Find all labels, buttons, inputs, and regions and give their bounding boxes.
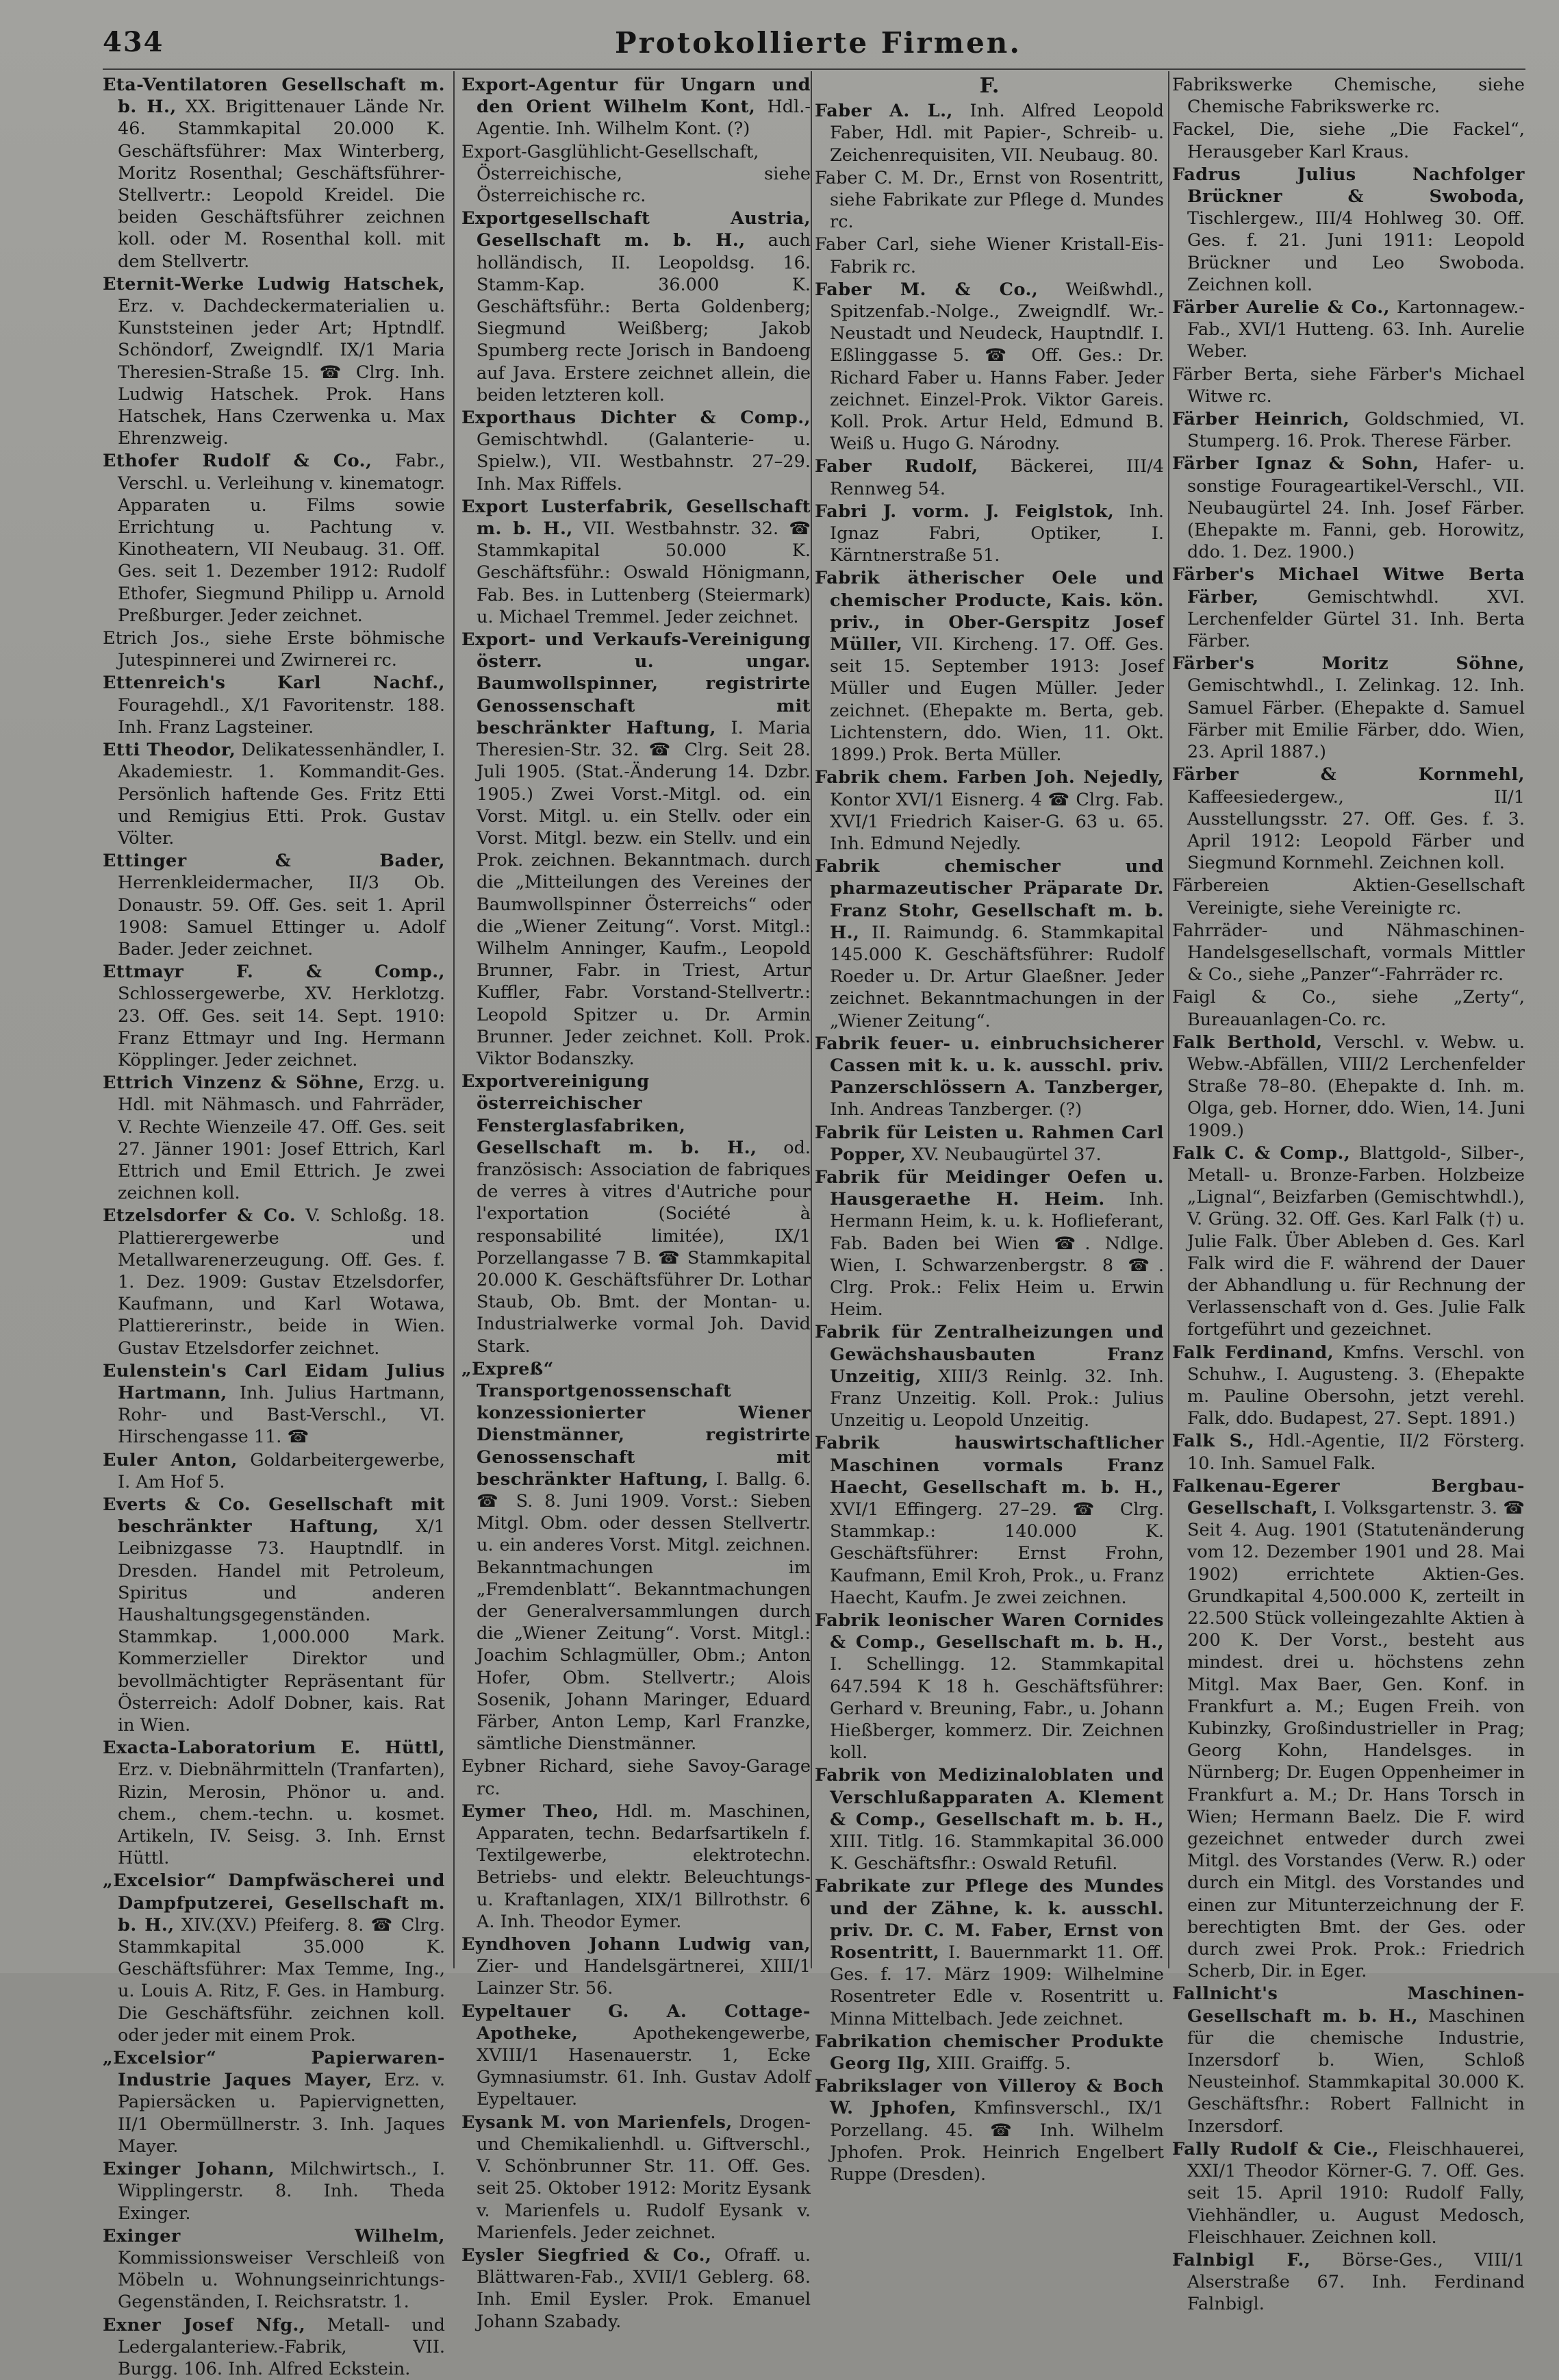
- entry-text: Kartonnagew.-Fab., XVI/1 Hutteng. 63. Inh. Aurelie Weber.: [1187, 297, 1525, 362]
- directory-entry: [815, 1321, 1164, 1431]
- firm-name: Eysank M. von Marienfels,: [461, 2112, 733, 2133]
- entry-text: Hdl. m. Maschinen, Apparaten, techn. Bedarfsartikeln f. Textilgewerbe, elektrotechn. Betriebs- und elektr. Beleuchtungs- u. Kraftanlagen, XIX/1 Billrothstr. 6 A. Inh. Theodor Eymer.: [477, 1801, 811, 1932]
- entry-text: Färber Berta, siehe Färber's Michael Witwe rc.: [1172, 364, 1525, 407]
- directory-entry: [461, 74, 811, 140]
- firm-name: Eternit-Werke Ludwig Hatschek,: [103, 273, 445, 295]
- entry-text: Bäckerei, III/4 Rennweg 54.: [830, 456, 1164, 499]
- directory-entry: [815, 766, 1164, 855]
- firm-name: Eypeltauer G. A. Cottage-Apotheke,: [461, 2001, 811, 2044]
- directory-entry: [1172, 2249, 1525, 2316]
- firm-name: Fabrik chem. Farben Joh. Nejedly,: [815, 767, 1164, 788]
- directory-entry: [1172, 764, 1525, 874]
- directory-entry: [461, 2001, 811, 2111]
- directory-entry: [1172, 1430, 1525, 1474]
- firm-name: Fabri J. vorm. J. Feiglstok,: [815, 501, 1115, 522]
- directory-entry: [815, 2031, 1164, 2075]
- firm-name: Export-Agentur für Ungarn und den Orient Wilhelm Kont,: [461, 75, 811, 118]
- firm-name: Färber Aurelie & Co.,: [1172, 297, 1391, 318]
- entry-text: Zier- und Handelsgärtnerei, XIII/1 Lainzer Str. 56.: [477, 1956, 811, 1999]
- directory-entry: [103, 1494, 445, 1736]
- entry-text: Faber Carl, siehe Wiener Kristall-Eis-Fabrik rc.: [815, 234, 1164, 277]
- entry-text: Goldschmied, VI. Stumperg. 16. Prok. Therese Färber.: [1187, 409, 1525, 452]
- entry-text: Delikatessenhändler, I. Akademiestr. 1. Kommandit-Ges. Persönlich haftende Ges. Fritz Etti und Remigius Etti. Prok. Gustav Völter.: [118, 740, 445, 849]
- entry-text: VII. Kircheng. 17. Off. Ges. seit 15. September 1913: Josef Müller und Eugen Müller. Jeder zeichnet. (Ehepakte m. Berta, geb. Lichtenstern, ddo. Wien, 11. Okt. 1899.) Prok. Berta Müller.: [830, 634, 1164, 766]
- entry-text: Kmfinsverschl., IX/1 Porzellang. 45. ☎ Inh. Wilhelm Jphofen. Prok. Heinrich Engelbert Ruppe (Dresden).: [830, 2098, 1164, 2185]
- firm-name: Fabrik von Medizinaloblaten und Verschlußapparaten A. Klement & Comp., Gesellschaft m. b. H.,: [815, 1765, 1164, 1830]
- page-header: [103, 26, 1534, 67]
- entry-text: auch holländisch, II. Leopoldsg. 16. Stamm-Kap. 36.000 K. Geschäftsführ.: Berta Goldenberg; Siegmund Weißberg; Jakob Spumberg recte Jorisch in Bandoeng auf Java. Erstere zeichnet allein, die beiden letzteren koll.: [477, 230, 811, 405]
- entry-text: Erzg. u. Hdl. mit Nähmasch. und Fahrräder, V. Rechte Wienzeile 47. Off. Ges. seit 27. Jänner 1901: Josef Ettrich, Karl Ettrich und Emil Ettrich. Je zwei zeichnen koll.: [118, 1073, 445, 1204]
- firm-name: Ettrich Vinzenz & Söhne,: [103, 1073, 365, 1094]
- directory-entry: [815, 567, 1164, 766]
- directory-entry: [1172, 2138, 1525, 2249]
- entry-text: II. Raimundg. 6. Stammkapital 145.000 K. Geschäftsführer: Rudolf Roeder u. Dr. Artur Glaeßner. Jeder zeichnet. Bekanntmachungen in der „Wiener Zeitung“.: [830, 922, 1164, 1031]
- firm-name: Fallnicht's Maschinen-Gesellschaft m. b. H.,: [1172, 1983, 1525, 2027]
- firm-name: Faber M. & Co.,: [815, 279, 1039, 300]
- firm-name: Everts & Co. Gesellschaft mit beschränkter Haftung,: [103, 1494, 445, 1538]
- directory-entry: [1172, 1031, 1525, 1142]
- directory-entry: [1172, 653, 1525, 763]
- entry-text: X/1 Leibnizgasse 73. Hauptndlf. in Dresden. Handel mit Petroleum, Spiritus und anderen Haushaltungsgegenständen. Stammkap. 1,000.000 Mark. Kommerzieller Direktor und bevollmächtigter Repräsentant für Österreich: Adolf Dobner, kais. Rat in Wien.: [118, 1516, 446, 1736]
- directory-entry: [461, 629, 811, 1070]
- directory-entry: [1172, 1475, 1525, 1983]
- entry-text: Hafer- u. sonstige Fourageartikel-Verschl., VII. Neubaugürtel 24. Inh. Josef Färber. (Ehepakte m. Fanni, geb. Horowitz, ddo. 1. Dez. 1900.): [1187, 453, 1525, 563]
- directory-entry: [103, 74, 445, 273]
- entry-text: I. Ballg. 6. ☎ S. 8. Juni 1909. Vorst.: Sieben Mitgl. Obm. oder dessen Stellvertr. u. ein anderes Vorst. Mitgl. zeichnen. Bekanntmachungen im „Fremdenblatt“. Bekanntmachungen der Generalversammlungen durch die „Wiener Zeitung“. Vorst. Mitgl.: Joachim Schlagmüller, Obm.; Anton Hofer, Obm. Stellvertr.; Alois Sosenik, Johann Maringer, Eduard Färber, Anton Lemp, Karl Franzke, sämtliche Dienstmänner.: [477, 1468, 811, 1755]
- directory-entry: [815, 1875, 1164, 2029]
- directory-entry: [815, 1166, 1164, 1320]
- directory-entry: [815, 501, 1164, 567]
- entry-text: Erz. v. Diebnährmitteln (Tranfarten), Rizin, Merosin, Phönor u. and. chem., chem.-techn. u. kosmet. Artikeln, IV. Seisg. 3. Inh. Ernst Hüttl.: [118, 1759, 445, 1869]
- entry-text: Gemischtwhdl., I. Zelinkag. 12. Inh. Samuel Färber. (Ehepakte d. Samuel Färber mit Emilie Färber, ddo. Wien, 23. April 1887.): [1187, 675, 1525, 763]
- directory-entry: [103, 2047, 445, 2157]
- entry-text: XX. Brigittenauer Lände Nr. 46. Stammkapital 20.000 K. Geschäftsführer: Max Winterberg, Moritz Rosenthal; Geschäftsführer-Stellvertr.: Leopold Kreidel. Die beiden Geschäftsführer zeichnen koll. oder M. Rosenthal koll. mit dem Stellvertr.: [118, 97, 446, 272]
- entry-text: Fabrikswerke Chemische, siehe Chemische Fabrikswerke rc.: [1172, 75, 1525, 118]
- column-rule: [811, 71, 812, 1968]
- entry-text: Faigl & Co., siehe „Zerty“, Bureauanlagen-Co. rc.: [1172, 987, 1525, 1030]
- firm-name: Export- und Verkaufs-Vereinigung österr. u. ungar. Baumwollspinner, registrirte Genossenschaft mit beschränkter Haftung,: [461, 629, 811, 738]
- firm-name: Fabrik für Zentralheizungen und Gewächshausbauten Franz Unzeitig,: [815, 1322, 1164, 1387]
- firm-name: Ettenreich's Karl Nachf.,: [103, 673, 445, 694]
- entry-text: Drogen- und Chemikalienhdl. u. Giftverschl., V. Schönbrunner Str. 11. Off. Ges. seit 25. Oktober 1912: Moritz Eysank v. Marienfels u. Rudolf Eysank v. Marienfels. Jeder zeichnet.: [477, 2112, 811, 2243]
- directory-entry: [103, 1870, 445, 2046]
- entry-text: Hdl.-Agentie. Inh. Wilhelm Kont. (?): [477, 97, 811, 140]
- directory-entry: [1172, 364, 1525, 408]
- firm-name: Exporthaus Dichter & Comp.,: [461, 408, 811, 429]
- directory-entry: [1172, 1342, 1525, 1430]
- directory-entry: [103, 1072, 445, 1204]
- entry-text: V. Schloßg. 18. Plattierergewerbe und Metallwarenerzeugung. Off. Ges. f. 1. Dez. 1909: Gustav Etzelsdorfer, Kaufmann, und Karl Wotawa, Plattiererinstr., beide in Wien. Gustav Etzelsdorfer zeichnet.: [118, 1205, 445, 1359]
- entry-text: Eybner Richard, siehe Savoy-Garage rc.: [461, 1756, 811, 1799]
- directory-entry: [103, 1449, 445, 1493]
- firm-name: Falk C. & Comp.,: [1172, 1142, 1351, 1164]
- directory-entry: [815, 1609, 1164, 1764]
- entry-text: Fackel, Die, siehe „Die Fackel“, Herausgeber Karl Kraus.: [1172, 119, 1525, 162]
- entry-text: Etrich Jos., siehe Erste böhmische Jutespinnerei und Zwirnerei rc.: [103, 628, 445, 671]
- entry-text: Kaffeesiedergew., II/1 Ausstellungsstr. 27. Off. Ges. f. 3. April 1912: Leopold Färber und Siegmund Kornmehl. Zeichnen koll.: [1187, 786, 1525, 874]
- entry-text: XIII/3 Reinlg. 32. Inh. Franz Unzeitig. Koll. Prok.: Julius Unzeitig u. Leopold Unzeitig.: [830, 1366, 1164, 1431]
- entry-text: XV. Neubaugürtel 37.: [911, 1144, 1102, 1165]
- entry-text: Metall- und Ledergalanteriew.-Fabrik, VII. Burgg. 106. Inh. Alfred Eckstein.: [118, 2314, 445, 2379]
- firm-name: Fabrik chemischer und pharmazeutischer Präparate Dr. Franz Stohr, Gesellschaft m. b. H.,: [815, 856, 1164, 943]
- entry-text: XIII. Graiffg. 5.: [937, 2053, 1072, 2075]
- firm-name: Ettinger & Bader,: [103, 851, 445, 872]
- entry-text: Inh. Andreas Tanzberger. (?): [830, 1099, 1082, 1120]
- entry-text: Inh. Julius Hartmann, Rohr- und Bast-Verschl., VI. Hirschengasse 11. ☎: [118, 1382, 445, 1448]
- firm-name: Falnbigl F.,: [1172, 2249, 1311, 2270]
- entry-text: Apothekengewerbe, XVIII/1 Hasenauerstr. 1, Ecke Gymnasiumstr. 61. Inh. Gustav Adolf Eypeltauer.: [477, 2022, 811, 2110]
- firm-name: Export Lusterfabrik, Gesellschaft m. b. H.,: [461, 496, 811, 540]
- firm-name: Färber Heinrich,: [1172, 409, 1350, 430]
- firm-name: Exacta-Laboratorium E. Hüttl,: [103, 1738, 445, 1759]
- entry-text: I. Bauernmarkt 11. Off. Ges. f. 17. März 1909: Wilhelmine Rosentreter Edle v. Rosentritt u. Minna Mittelbach. Jede zeichnet.: [830, 1942, 1164, 2029]
- directory-entry: [461, 1070, 811, 1357]
- entry-text: Tischlergew., III/4 Hohlweg 30. Off. Ges. f. 21. Juni 1911: Leopold Brückner und Leo Swoboda. Zeichnen koll.: [1187, 208, 1525, 295]
- section-letter: F.: [979, 74, 1000, 98]
- firm-name: Exportgesellschaft Austria, Gesellschaft m. b. H.,: [461, 208, 811, 251]
- entry-text: Export-Gasglühlicht-Gesellschaft, Österreichische, siehe Österreichische rc.: [461, 141, 811, 207]
- directory-entry: [815, 279, 1164, 455]
- firm-name: Falk Berthold,: [1172, 1031, 1323, 1053]
- firm-name: Färber's Moritz Söhne,: [1172, 653, 1525, 675]
- directory-entry: [815, 455, 1164, 499]
- directory-entry: [103, 850, 445, 960]
- entry-text: Inh. Hermann Heim, k. u. k. Hoflieferant, Fab. Baden bei Wien ☎. Ndlge. Wien, I. Schwarzenbergstr. 8 ☎. Clrg. Prok.: Felix Heim u. Erwin Heim.: [830, 1189, 1164, 1320]
- directory-entry: [103, 1205, 445, 1359]
- directory-entry: [461, 496, 811, 628]
- entry-text: Gemischtwhdl. XVI. Lerchenfelder Gürtel 31. Inh. Berta Färber.: [1187, 586, 1525, 652]
- column-4: [1172, 74, 1525, 2315]
- entry-text: XVI/1 Effingerg. 27–29. ☎ Clrg. Stammkap.: 140.000 K. Geschäftsführer: Ernst Frohn, Kaufmann, Emil Kroh, Prok., u. Franz Haecht, Kaufm. Je zwei zeichnen.: [830, 1499, 1164, 1608]
- entry-text: Börse-Ges., VIII/1 Alserstraße 67. Inh. Ferdinand Falnbigl.: [1187, 2249, 1525, 2315]
- entry-text: I. Maria Theresien-Str. 32. ☎ Clrg. Seit 28. Juli 1905. (Stat.-Änderung 14. Dzbr. 1905.) Zwei Vorst.-Mitgl. od. ein Vorst. Mitgl. u. ein Stellv. oder ein Vorst. Mitgl. bezw. ein Stellv. und ein Prok. zeichnen. Bekanntmach. durch die „Mitteilungen des Vereines der Baumwollspinner Österreichs“ oder die „Wiener Zeitung“. Vorst. Mitgl.: Wilhelm Anninger, Kaufm., Leopold Brunner, Fabr. in Triest, Artur Kuffler, Fabr. Vorstand-Stellvertr.: Leopold Spitzer u. Dr. Armin Brunner. Jeder zeichnet. Koll. Prok. Viktor Bodanszky.: [477, 717, 811, 1069]
- directory-entry: [103, 627, 445, 671]
- entry-text: Gemischtwhdl. (Galanterie- u. Spielw.), VII. Westbahnstr. 27–29. Inh. Max Riffels.: [477, 429, 811, 494]
- firm-name: Färber & Kornmehl,: [1172, 764, 1525, 786]
- entry-text: Goldarbeitergewerbe, I. Am Hof 5.: [118, 1449, 446, 1492]
- directory-entry: [103, 2158, 445, 2225]
- entry-text: Verschl. v. Webw. u. Webw.-Abfällen, VIII/2 Lerchenfelder Straße 78–80. (Ehepakte d. Inh. m. Olga, geb. Horner, ddo. Wien, 14. Juni 1909.): [1187, 1031, 1525, 1141]
- firm-name: Faber Rudolf,: [815, 456, 978, 477]
- entry-text: Fouragehdl., X/1 Favoritenstr. 188. Inh. Franz Lagsteiner.: [118, 694, 445, 738]
- entry-text: Kommissionsweiser Verschleiß von Möbeln u. Wohnungseinrichtungs-Gegenständen, I. Reichsratstr. 1.: [118, 2247, 445, 2313]
- entry-text: Erz. v. Dachdeckermaterialien u. Kunststeinen jeder Art; Hptndlf. Schöndorf, Zweigndlf. IX/1 Maria Theresien-Straße 15. ☎ Clrg. Inh. Ludwig Hatschek. Prok. Hans Hatschek, Hans Czerwenka u. Max Ehrenzweig.: [118, 296, 445, 449]
- column-3: [815, 74, 1164, 2185]
- entry-text: Fahrräder- und Nähmaschinen-Handelsgesellschaft, vormals Mittler & Co., siehe „Panzer“-Fahrräder rc.: [1172, 920, 1525, 986]
- directory-entry: [1172, 408, 1525, 452]
- firm-name: Ettmayr F. & Comp.,: [103, 962, 445, 983]
- directory-entry: [1172, 164, 1525, 296]
- column-rule: [453, 71, 455, 1968]
- directory-entry: [461, 2112, 811, 2244]
- directory-entry: [1172, 297, 1525, 363]
- firm-name: Eymer Theo,: [461, 1801, 599, 1822]
- directory-entry: [1172, 920, 1525, 986]
- firm-name: Fabrik ätherischer Oele und chemischer Producte, Kais. kön. priv., in Ober-Gerspitz Josef Müller,: [815, 568, 1164, 655]
- firm-name: Fabrik für Leisten u. Rahmen Carl Popper,: [815, 1122, 1164, 1165]
- firm-name: Etti Theodor,: [103, 740, 236, 761]
- entry-text: Blattgold-, Silber-, Metall- u. Bronze-Farben. Holzbeize „Lignal“, Beizfarben (Gemischtwhdl.), V. Grüng. 32. Off. Ges. Karl Falk (†) u. Julie Falk. Über Ableben d. Ges. Karl Falk wird die F. während der Dauer der Abhandlung u. für Rechnung der Verlassenschaft von d. Ges. Julie Falk fortgeführt und gezeichnet.: [1187, 1142, 1525, 1340]
- firm-name: Eulenstein's Carl Eidam Julius Hartmann,: [103, 1360, 445, 1403]
- directory-entry: [103, 2314, 445, 2380]
- firm-name: Fabrikate zur Pflege des Mundes und der Zähne, k. k. ausschl. priv. Dr. C. M. Faber, Ernst von Rosentritt,: [815, 1876, 1164, 1964]
- firm-name: Etzelsdorfer & Co.: [103, 1205, 296, 1227]
- directory-entry: [815, 2075, 1164, 2185]
- entry-text: XIV.(XV.) Pfeiferg. 8. ☎ Clrg. Stammkapital 35.000 K. Geschäftsführer: Max Temme, Ing., u. Louis A. Ritz, F. Ges. in Hamburg. Die Geschäftsführ. zeichnen koll. oder jeder mit einem Prok.: [118, 1914, 446, 2046]
- firm-name: „Expreß“ Transportgenossenschaft konzessionierter Wiener Dienstmänner, registrirte Genossenschaft mit beschränkter Haftung,: [461, 1358, 811, 1490]
- directory-entry: [103, 450, 445, 627]
- firm-name: Faber A. L.,: [815, 101, 953, 122]
- directory-entry: [815, 1764, 1164, 1875]
- directory-entry: [815, 1033, 1164, 1121]
- directory-entry: [815, 1122, 1164, 1166]
- directory-entry: [1172, 1983, 1525, 2137]
- entry-text: XIII. Titlg. 16. Stammkapital 36.000 K. Geschäftsfhr.: Oswald Retufil.: [830, 1831, 1164, 1875]
- firm-name: Fabrik für Meidinger Oefen u. Hausgeraethe H. Heim.: [815, 1166, 1164, 1210]
- firm-name: Euler Anton,: [103, 1449, 238, 1470]
- page-number: 434: [103, 26, 164, 58]
- directory-entry: [103, 961, 445, 1071]
- entry-text: I. Schellingg. 12. Stammkapital 647.594 K 18 h. Geschäftsführer: Gerhard v. Breuning, Fabr., u. Johann Hießberger, kommerz. Dir. Zeichnen koll.: [830, 1654, 1164, 1764]
- entry-text: Fleischhauerei, XXI/1 Theodor Körner-G. 7. Off. Ges. seit 15. April 1910: Rudolf Fally, Viehhändler, u. August Medosch, Fleischhauer. Zeichnen koll.: [1187, 2138, 1525, 2248]
- entry-text: Milchwirtsch., I. Wipplingerstr. 8. Inh. Theda Exinger.: [118, 2159, 445, 2224]
- entry-text: Maschinen für die chemische Industrie, Inzersdorf b. Wien, Schloß Neusteinhof. Stammkapital 30.000 K. Geschäftsfhr.: Robert Fallnicht in Inzersdorf.: [1187, 2005, 1525, 2137]
- entry-text: Kontor XVI/1 Eisnerg. 4 ☎ Clrg. Fab. XVI/1 Friedrich Kaiser-G. 63 u. 65. Inh. Edmund Nejedly.: [830, 789, 1164, 854]
- directory-entry: [1172, 564, 1525, 652]
- directory-entry: [815, 167, 1164, 234]
- firm-name: Falkenau-Egerer Bergbau-Gesellschaft,: [1172, 1475, 1525, 1518]
- firm-name: Fabrik hauswirtschaftlicher Maschinen vormals Franz Haecht, Gesellschaft m. b. H.,: [815, 1433, 1164, 1498]
- firm-name: „Excelsior“ Dampfwäscherei und Dampfputzerei, Gesellschaft m. b. H.,: [103, 1870, 445, 1936]
- directory-entry: [461, 208, 811, 406]
- directory-entry: [815, 234, 1164, 277]
- directory-entry: [461, 141, 811, 208]
- directory-entry: [103, 1737, 445, 1869]
- directory-entry: [461, 407, 811, 495]
- entry-text: VII. Westbahnstr. 32. ☎ Stammkapital 50.000 K. Geschäftsführ.: Oswald Hönigmann, Fab. Bes. in Luttenberg (Steiermark) u. Michael Tremmel. Jeder zeichnet.: [477, 518, 811, 627]
- directory-entry: [461, 1358, 811, 1755]
- directory-entry: [461, 1933, 811, 2000]
- directory-entry: [815, 855, 1164, 1032]
- firm-name: Falk Ferdinand,: [1172, 1342, 1334, 1363]
- firm-name: Exportvereinigung österreichischer Fensterglasfabriken, Gesellschaft m. b. H.,: [461, 1071, 757, 1158]
- entry-text: Schlossergewerbe, XV. Herklotzg. 23. Off. Ges. seit 14. Sept. 1910: Franz Ettmayr und Ing. Hermann Köpplinger. Jeder zeichnet.: [118, 984, 445, 1070]
- page-title: Protokollierte Firmen.: [615, 26, 1022, 60]
- firm-name: Exinger Wilhelm,: [103, 2225, 445, 2246]
- entry-text: Weißwhdl., Spitzenfab.-Nolge., Zweigndlf. Wr.-Neustadt und Neudeck, Hauptndlf. I. Eßlinggasse 5. ☎ Off. Ges.: Dr. Richard Faber u. Hanns Faber. Jeder zeichnet. Einzel-Prok. Viktor Gareis. Koll. Prok. Artur Held, Edmund B. Weiß u. Hugo G. Národny.: [830, 279, 1164, 455]
- firm-name: Falk S.,: [1172, 1431, 1255, 1452]
- entry-text: Hdl.-Agentie, II/2 Försterg. 10. Inh. Samuel Falk.: [1187, 1431, 1525, 1474]
- column-rule: [1168, 71, 1169, 1968]
- directory-entry: [103, 739, 445, 849]
- entry-text: Kmfns. Verschl. von Schuhw., I. Augusteng. 3. (Ehepakte m. Pauline Obersohn, jetzt verehl. Falk, ddo. Budapest, 27. Sept. 1891.): [1187, 1342, 1525, 1429]
- directory-entry: [103, 273, 445, 450]
- header-rule: [103, 68, 1525, 70]
- directory-entry: [1172, 74, 1525, 118]
- firm-name: Färber Ignaz & Sohn,: [1172, 453, 1419, 475]
- column-1: [103, 74, 446, 2379]
- firm-name: Fally Rudolf & Cie.,: [1172, 2138, 1380, 2159]
- firm-name: Fabrik feuer- u. einbruchsicherer Cassen mit k. u. k. ausschl. priv. Panzerschlössern A. Tanzberger,: [815, 1033, 1164, 1099]
- firm-name: Ethofer Rudolf & Co.,: [103, 451, 372, 472]
- directory-entry: [1172, 986, 1525, 1030]
- firm-name: Fabrik leonischer Waren Cornides & Comp., Gesellschaft m. b. H.,: [815, 1610, 1164, 1653]
- firm-name: Fabrikation chemischer Produkte Georg Ilg,: [815, 2031, 1164, 2075]
- directory-entry: [461, 1801, 811, 1933]
- entry-text: Erz. v. Papiersäcken u. Papiervignetten, II/1 Obermüllnerstr. 3. Inh. Jaques Mayer.: [118, 2070, 446, 2157]
- firm-name: Färber's Michael Witwe Berta Färber,: [1172, 564, 1525, 607]
- directory-entry: [815, 100, 1164, 166]
- directory-entry: [1172, 875, 1525, 918]
- entry-text: Faber C. M. Dr., Ernst von Rosentritt, siehe Fabrikate zur Pflege d. Mundes rc.: [815, 167, 1164, 233]
- entry-text: Färbereien Aktien-Gesellschaft Vereinigte, siehe Vereinigte rc.: [1172, 875, 1525, 918]
- entry-text: od. französisch: Association de fabriques de verres à vitres d'Autriche pour l'exportation (Société à responsabilité limitée), IX/1 Porzellangasse 7 B. ☎ Stammkapital 20.000 K. Geschäftsführer Dr. Lothar Staub, Ob. Bmt. der Montan- u. Industrialwerke vormal Joh. David Stark.: [477, 1137, 811, 1357]
- directory-entry: [1172, 118, 1525, 162]
- directory-entry: [461, 2244, 811, 2333]
- entry-text: Inh. Alfred Leopold Faber, Hdl. mit Papier-, Schreib- u. Zeichenrequisiten, VII. Neubaug. 80.: [830, 101, 1164, 166]
- directory-entry: [1172, 453, 1525, 563]
- directory-entry: [103, 2225, 445, 2314]
- entry-text: Inh. Ignaz Fabri, Optiker, I. Kärntnerstraße 51.: [830, 501, 1164, 566]
- firm-name: Exinger Johann,: [103, 2159, 275, 2180]
- firm-name: „Excelsior“ Papierwaren-Industrie Jaques Mayer,: [103, 2048, 445, 2091]
- firm-name: Exner Josef Nfg.,: [103, 2314, 306, 2335]
- entry-text: I. Volksgartenstr. 3. ☎ Seit 4. Aug. 1901 (Statutenänderung vom 12. Dezember 1901 und 28. Mai 1902) errichtete Aktien-Ges. Grundkapital 4,500.000 K, zerteilt in 22.500 Stück volleingezahlte Aktien à 200 K. Der Vorst., besteht aus mindest. drei u. höchstens zehn Mitgl. Max Baer, Gen. Konf. in Frankfurt a. M.; Eugen Freih. von Kubinzky, Großindustrieller in Prag; Georg Kohn, Handelsges. in Nürnberg; Dr. Eugen Oppenheimer in Frankfurt a. M.; Dr. Hans Torsch in Wien; Hermann Baelz. Die F. wird gezeichnet entweder durch zwei Mitgl. des Vorstandes (Verw. R.) oder durch ein Mitgl. des Vorstandes und einen zur Mitunterzeichnung der F. berechtigten Bmt. der Ges. oder durch zwei Prok. Prok.: Friedrich Scherb, Dir. in Eger.: [1187, 1498, 1525, 1982]
- directory-entry: [103, 672, 445, 738]
- entry-text: Herrenkleidermacher, II/3 Ob. Donaustr. 59. Off. Ges. seit 1. April 1908: Samuel Ettinger u. Adolf Bader. Jeder zeichnet.: [118, 873, 445, 960]
- directory-entry: [103, 1360, 445, 1449]
- column-2: [461, 74, 811, 2332]
- entry-text: Fabr., Verschl. u. Verleihung v. kinematogr. Apparaten u. Films sowie Errichtung u. Pachtung v. Kinotheatern, VII Neubaug. 31. Off. Ges. seit 1. Dezember 1912: Rudolf Ethofer, Siegmund Philipp u. Arnold Preßburger. Jeder zeichnet.: [118, 451, 446, 626]
- directory-entry: [815, 1432, 1164, 1609]
- firm-name: Eta-Ventilatoren Gesellschaft m. b. H.,: [103, 75, 445, 118]
- directory-entry: [1172, 1142, 1525, 1341]
- directory-entry: [461, 1755, 811, 1799]
- entry-text: Ofraff. u. Blättwaren-Fab., XVII/1 Geblerg. 68. Inh. Emil Eysler. Prok. Emanuel Johann Szabady.: [477, 2244, 811, 2332]
- firm-name: Eyndhoven Johann Ludwig van,: [461, 1934, 811, 1955]
- firm-name: Fabrikslager von Villeroy & Boch W. Jphofen,: [815, 2076, 1164, 2119]
- firm-name: Eysler Siegfried & Co.,: [461, 2244, 712, 2266]
- firm-name: Fadrus Julius Nachfolger Brückner & Swoboda,: [1172, 164, 1525, 208]
